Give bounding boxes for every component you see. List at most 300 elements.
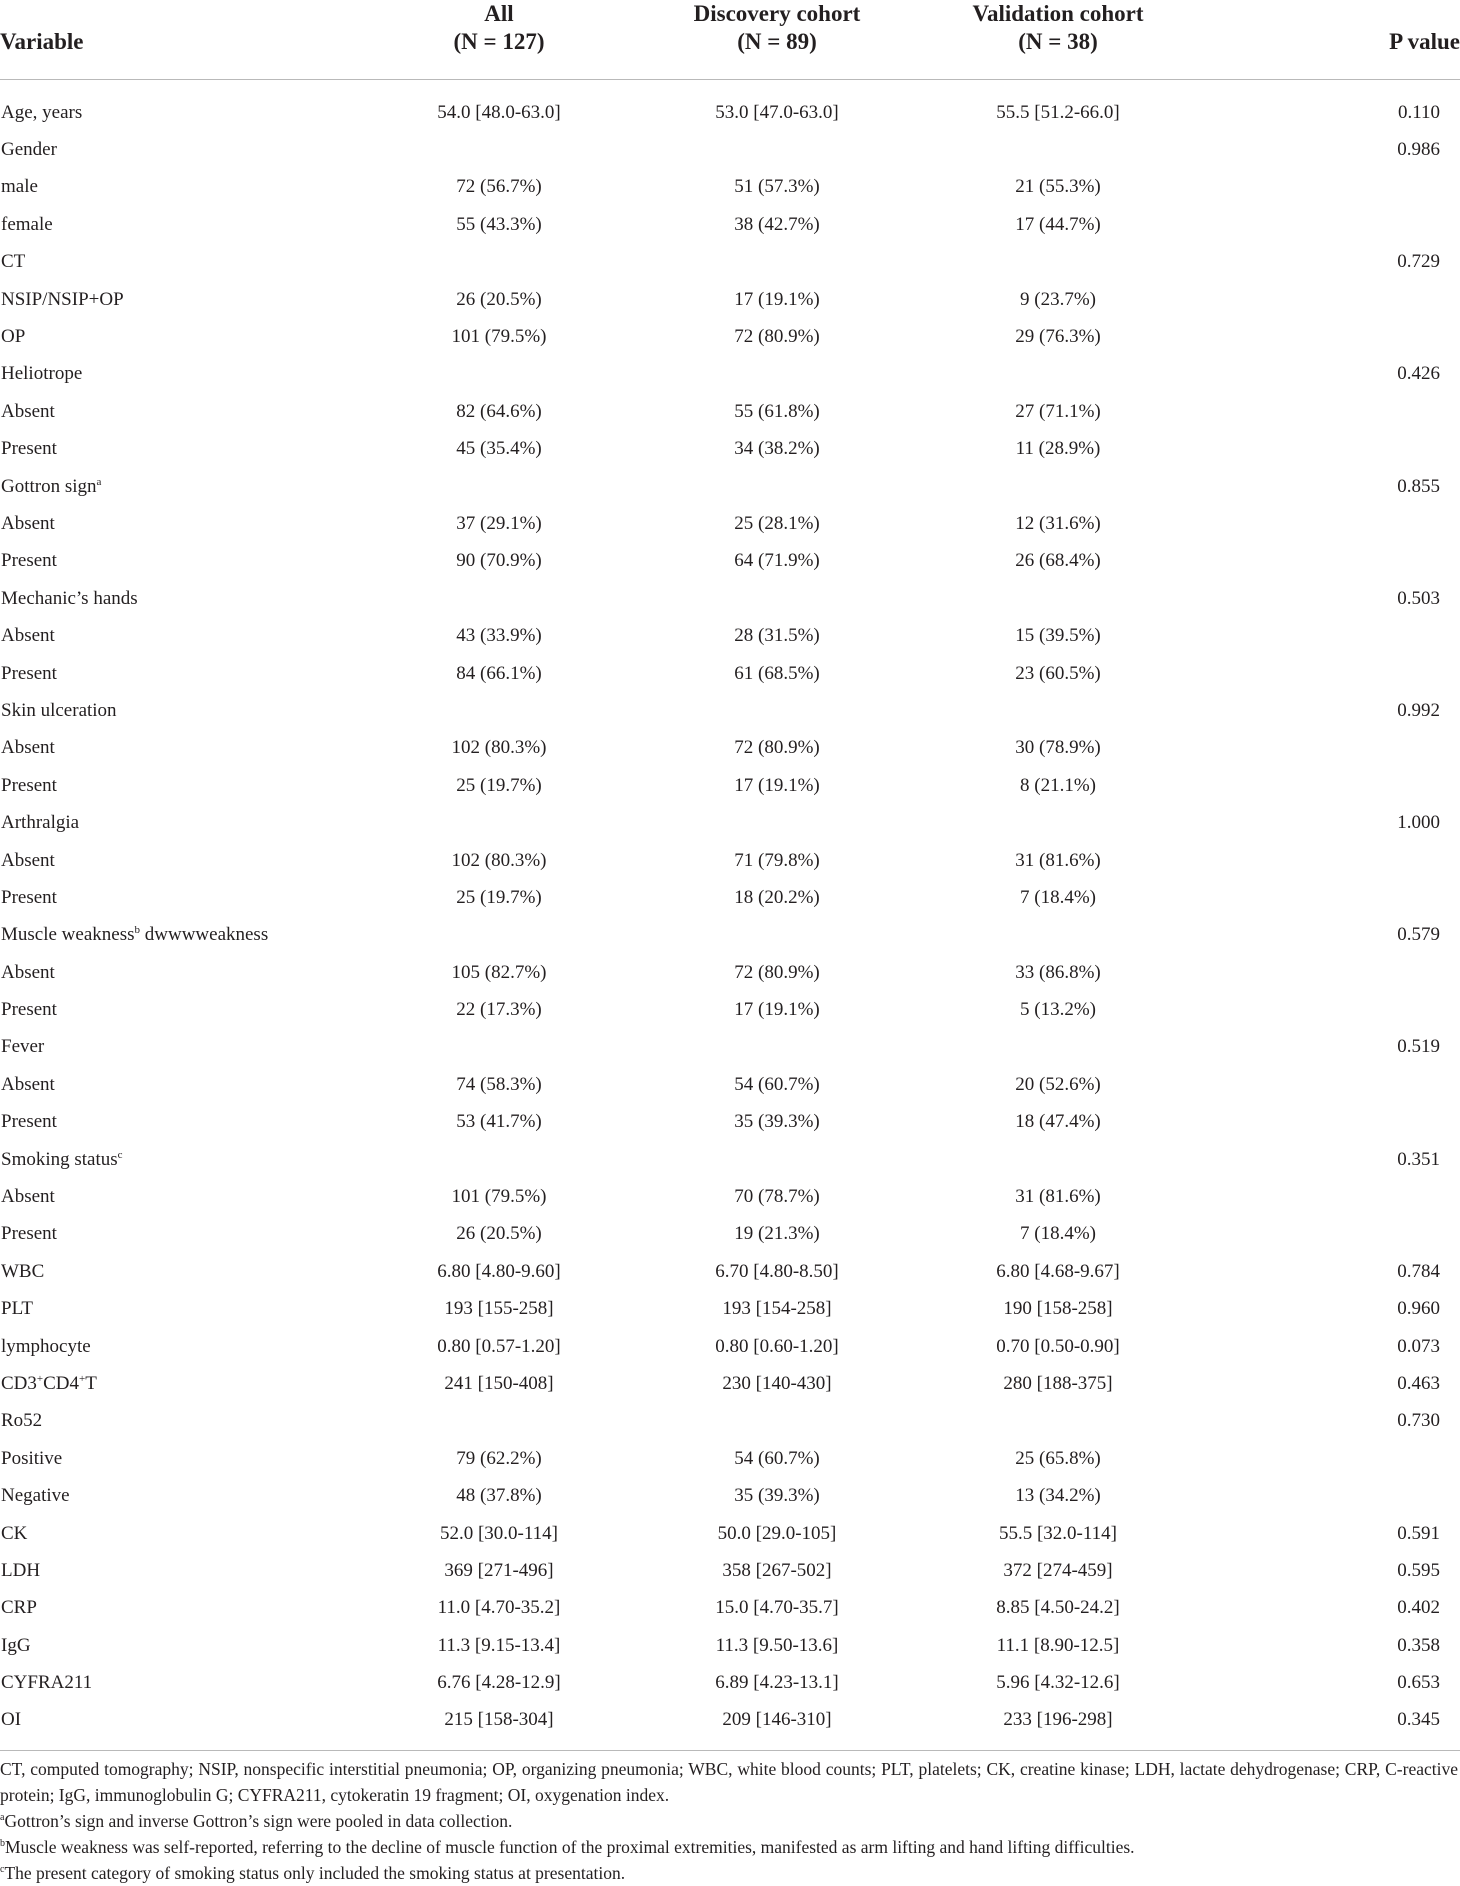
cell-variable (0, 1515, 360, 1552)
cell-validation: 30 (78.9%) (1015, 737, 1101, 759)
cell-variable (0, 617, 360, 654)
variable-label-suffix: dwwwweakness (140, 924, 269, 946)
cell-pvalue (1200, 767, 1460, 804)
cell-all: 6.76 [4.28-12.9] (437, 1672, 561, 1694)
cell-discovery: 35 (39.3%) (734, 1111, 820, 1133)
cell-all: 22 (17.3%) (456, 999, 542, 1021)
cell-all (360, 131, 638, 168)
variable-label: female (1, 213, 53, 235)
variable-label-part: CD4 (43, 1372, 80, 1394)
cell-pvalue: 0.992 (1397, 699, 1440, 721)
table-row (0, 1328, 1460, 1365)
table-row (0, 281, 1460, 318)
cell-variable (0, 991, 360, 1028)
cell-validation: 31 (81.6%) (1015, 1186, 1101, 1208)
cell-discovery: 358 [267-502] (722, 1559, 832, 1581)
cell-variable (0, 1702, 360, 1739)
variable-label: Age, years (1, 101, 83, 123)
table-row (0, 1440, 1460, 1477)
cell-validation: 8.85 [4.50-24.2] (996, 1597, 1120, 1619)
cell-discovery (638, 1403, 916, 1440)
variable-label: OP (1, 326, 26, 348)
header-discovery-title: Discovery cohort (693, 1, 861, 26)
cell-pvalue: 0.426 (1397, 363, 1440, 385)
table-row (0, 1141, 1460, 1178)
table-row (0, 1216, 1460, 1253)
cell-variable (0, 1178, 360, 1215)
cell-discovery (638, 356, 916, 393)
cell-all: 55 (43.3%) (456, 213, 542, 235)
variable-label: Absent (1, 961, 55, 983)
cell-validation: 18 (47.4%) (1015, 1111, 1101, 1133)
variable-label: Absent (1, 1073, 55, 1095)
cell-variable (0, 281, 360, 318)
variable-label: Skin ulceration (1, 699, 117, 721)
cell-all: 25 (19.7%) (456, 886, 542, 908)
variable-label: Fever (1, 1036, 45, 1058)
cell-discovery: 6.70 [4.80-8.50] (715, 1260, 839, 1282)
cell-all: 6.80 [4.80-9.60] (437, 1260, 561, 1282)
cell-discovery (638, 804, 916, 841)
table-row (0, 1291, 1460, 1328)
cell-discovery: 72 (80.9%) (734, 961, 820, 983)
header-all-count: (N = 127) (453, 29, 545, 54)
variable-label: Present (1, 438, 57, 460)
cell-variable (0, 767, 360, 804)
cell-all: 241 [150-408] (444, 1372, 554, 1394)
cell-variable (0, 1328, 360, 1365)
cell-variable (0, 692, 360, 729)
cell-discovery: 17 (19.1%) (734, 288, 820, 310)
cell-discovery: 11.3 [9.50-13.6] (715, 1634, 839, 1656)
cell-validation (916, 804, 1200, 841)
table-row (0, 1066, 1460, 1103)
variable-label: Present (1, 662, 57, 684)
cell-pvalue (1200, 991, 1460, 1028)
table-row (0, 1702, 1460, 1739)
cell-all: 369 [271-496] (444, 1559, 554, 1581)
cell-discovery: 0.80 [0.60-1.20] (715, 1335, 839, 1357)
cell-pvalue (1200, 393, 1460, 430)
cell-validation (916, 917, 1200, 954)
table-row (0, 1403, 1460, 1440)
cell-all: 11.3 [9.15-13.4] (437, 1634, 561, 1656)
table-row (0, 1515, 1460, 1552)
footnote-b-text: Muscle weakness was self-reported, referring to the decline of muscle function of the proximal extremities, manifested as arm lifting and hand lifting difficulties. (5, 1837, 1135, 1857)
cell-validation: 20 (52.6%) (1015, 1073, 1101, 1095)
cell-all (360, 692, 638, 729)
cell-variable (0, 543, 360, 580)
cell-pvalue (1200, 1066, 1460, 1103)
cell-pvalue (1200, 1477, 1460, 1514)
table-row (0, 655, 1460, 692)
variable-label: IgG (1, 1634, 31, 1656)
cell-variable (0, 393, 360, 430)
header-variable-label: Variable (0, 29, 84, 54)
cell-variable (0, 842, 360, 879)
variable-label: Absent (1, 849, 55, 871)
cell-discovery: 55 (61.8%) (734, 400, 820, 422)
cell-discovery: 72 (80.9%) (734, 326, 820, 348)
cell-variable (0, 94, 360, 131)
cell-variable (0, 505, 360, 542)
cell-pvalue: 0.402 (1397, 1597, 1440, 1619)
footnote-b (0, 1834, 1458, 1860)
cell-discovery: 15.0 [4.70-35.7] (715, 1597, 839, 1619)
cell-validation (916, 1141, 1200, 1178)
cell-all: 54.0 [48.0-63.0] (437, 101, 561, 123)
cell-variable (0, 1253, 360, 1290)
cell-all (360, 1141, 638, 1178)
variable-label: lymphocyte (1, 1335, 91, 1357)
cell-validation (916, 468, 1200, 505)
cell-all: 79 (62.2%) (456, 1447, 542, 1469)
cell-variable (0, 1141, 360, 1178)
cell-validation: 0.70 [0.50-0.90] (996, 1335, 1120, 1357)
cell-discovery: 53.0 [47.0-63.0] (715, 101, 839, 123)
variable-label: PLT (1, 1298, 34, 1320)
table-row (0, 767, 1460, 804)
variable-label: Present (1, 1111, 57, 1133)
cell-validation: 190 [158-258] (1003, 1298, 1113, 1320)
cell-discovery: 71 (79.8%) (734, 849, 820, 871)
cell-discovery: 17 (19.1%) (734, 999, 820, 1021)
table-row (0, 730, 1460, 767)
cell-all: 82 (64.6%) (456, 400, 542, 422)
cell-all: 25 (19.7%) (456, 774, 542, 796)
variable-label: Arthralgia (1, 812, 80, 834)
cell-discovery: 35 (39.3%) (734, 1485, 820, 1507)
cell-discovery: 72 (80.9%) (734, 737, 820, 759)
header-pvalue-label: P value (1389, 29, 1460, 54)
table-row (0, 580, 1460, 617)
cell-all: 102 (80.3%) (451, 849, 547, 871)
header-all-title: All (484, 1, 514, 26)
cell-pvalue: 0.073 (1397, 1335, 1440, 1357)
cell-discovery (638, 244, 916, 281)
cell-validation: 15 (39.5%) (1015, 625, 1101, 647)
cell-discovery: 193 [154-258] (722, 1298, 832, 1320)
variable-label: Present (1, 550, 57, 572)
table-row (0, 804, 1460, 841)
cell-pvalue (1200, 505, 1460, 542)
cell-validation: 372 [274-459] (1003, 1559, 1113, 1581)
cell-all: 74 (58.3%) (456, 1073, 542, 1095)
cell-variable (0, 1365, 360, 1402)
table-row (0, 431, 1460, 468)
cell-validation: 6.80 [4.68-9.67] (996, 1260, 1120, 1282)
table-row (0, 1253, 1460, 1290)
cell-pvalue (1200, 617, 1460, 654)
table-row (0, 879, 1460, 916)
cell-pvalue (1200, 206, 1460, 243)
cell-discovery: 209 [146-310] (722, 1709, 832, 1731)
cell-discovery: 25 (28.1%) (734, 512, 820, 534)
cell-validation: 17 (44.7%) (1015, 213, 1101, 235)
header-discovery-count: (N = 89) (737, 29, 817, 54)
variable-label: Mechanic’s hands (1, 587, 138, 609)
cell-pvalue (1200, 879, 1460, 916)
cell-validation (916, 692, 1200, 729)
cell-validation: 21 (55.3%) (1015, 176, 1101, 198)
table-header (0, 0, 1460, 94)
cell-variable (0, 1029, 360, 1066)
cell-pvalue (1200, 954, 1460, 991)
variable-label: Absent (1, 512, 55, 534)
cell-discovery: 64 (71.9%) (734, 550, 820, 572)
table-row (0, 505, 1460, 542)
cell-variable (0, 1627, 360, 1664)
cell-pvalue (1200, 1440, 1460, 1477)
table-row (0, 1104, 1460, 1141)
table-row (0, 991, 1460, 1028)
variable-label: CK (1, 1522, 28, 1544)
cell-pvalue: 0.730 (1397, 1410, 1440, 1432)
variable-label: NSIP/NSIP+OP (1, 288, 124, 310)
table-row (0, 1590, 1460, 1627)
cell-discovery: 19 (21.3%) (734, 1223, 820, 1245)
variable-label: Present (1, 1223, 57, 1245)
cell-all (360, 468, 638, 505)
cell-validation (916, 580, 1200, 617)
cell-validation: 25 (65.8%) (1015, 1447, 1101, 1469)
cell-variable (0, 1440, 360, 1477)
cell-variable (0, 1216, 360, 1253)
cell-variable (0, 954, 360, 991)
header-discovery (638, 0, 916, 80)
cell-pvalue: 0.579 (1397, 924, 1440, 946)
cell-variable (0, 356, 360, 393)
variable-superscript: b (134, 924, 140, 937)
table-row (0, 917, 1460, 954)
variable-superscript: c (117, 1148, 123, 1161)
header-validation-count: (N = 38) (1018, 29, 1098, 54)
cell-discovery (638, 468, 916, 505)
cell-discovery: 17 (19.1%) (734, 774, 820, 796)
cell-all: 101 (79.5%) (451, 1186, 547, 1208)
header-row (0, 0, 1460, 80)
footnote-a-mark: a (0, 1812, 5, 1823)
variable-label-part: T (85, 1372, 97, 1394)
cell-all: 48 (37.8%) (456, 1485, 542, 1507)
cell-discovery (638, 692, 916, 729)
cell-all: 102 (80.3%) (451, 737, 547, 759)
header-all (360, 0, 638, 80)
variable-label: WBC (1, 1260, 45, 1282)
table-row (0, 1552, 1460, 1589)
cell-validation: 27 (71.1%) (1015, 400, 1101, 422)
cell-all (360, 1403, 638, 1440)
cell-pvalue: 0.110 (1397, 101, 1440, 123)
table-row (0, 1477, 1460, 1514)
cell-pvalue (1200, 1104, 1460, 1141)
cell-validation: 33 (86.8%) (1015, 961, 1101, 983)
table-footnotes (0, 1756, 1458, 1886)
footnote-c-text: The present category of smoking status only included the smoking status at presentation. (4, 1863, 626, 1883)
variable-label: OI (1, 1709, 22, 1731)
cell-pvalue: 0.784 (1397, 1260, 1440, 1282)
cell-variable (0, 917, 360, 954)
cell-discovery: 38 (42.7%) (734, 213, 820, 235)
cell-discovery: 34 (38.2%) (734, 438, 820, 460)
cell-all (360, 580, 638, 617)
cell-validation: 5.96 [4.32-12.6] (996, 1672, 1120, 1694)
table-body (0, 94, 1460, 1751)
table-row (0, 1029, 1460, 1066)
variable-label: Absent (1, 400, 55, 422)
cell-pvalue (1200, 169, 1460, 206)
cell-pvalue (1200, 431, 1460, 468)
variable-label: male (1, 176, 38, 198)
cell-discovery: 70 (78.7%) (734, 1186, 820, 1208)
footnote-a-text: Gottron’s sign and inverse Gottron’s sign were pooled in data collection. (4, 1811, 513, 1831)
cell-all: 37 (29.1%) (456, 512, 542, 534)
cell-variable (0, 730, 360, 767)
cell-validation: 29 (76.3%) (1015, 326, 1101, 348)
cell-pvalue: 0.986 (1397, 139, 1440, 161)
cell-validation: 55.5 [32.0-114] (998, 1522, 1118, 1544)
cell-validation: 7 (18.4%) (1020, 1223, 1096, 1245)
cell-all: 45 (35.4%) (456, 438, 542, 460)
cell-variable (0, 468, 360, 505)
variable-superscript: + (79, 1372, 86, 1385)
variable-superscript: + (36, 1372, 44, 1385)
cell-pvalue (1200, 318, 1460, 355)
table-row (0, 1178, 1460, 1215)
cell-all: 43 (33.9%) (456, 625, 542, 647)
cell-validation: 55.5 [51.2-66.0] (996, 101, 1120, 123)
table-row (0, 94, 1460, 131)
table-row (0, 954, 1460, 991)
cell-all (360, 356, 638, 393)
cell-variable (0, 131, 360, 168)
cell-all: 84 (66.1%) (456, 662, 542, 684)
table-row (0, 131, 1460, 168)
variable-superscript: a (96, 475, 102, 488)
table-bottom-rule (0, 1739, 1460, 1751)
cell-variable (0, 431, 360, 468)
cell-pvalue: 0.351 (1397, 1148, 1440, 1170)
cell-validation: 8 (21.1%) (1020, 774, 1096, 796)
cell-variable (0, 1291, 360, 1328)
table-row (0, 206, 1460, 243)
cell-pvalue (1200, 543, 1460, 580)
variable-label: Gender (1, 139, 57, 161)
variable-label: Gottron sign (1, 475, 97, 497)
table-row (0, 1365, 1460, 1402)
cell-variable (0, 580, 360, 617)
cell-variable (0, 1590, 360, 1627)
cell-all: 0.80 [0.57-1.20] (437, 1335, 561, 1357)
cell-all: 72 (56.7%) (456, 176, 542, 198)
cell-validation: 13 (34.2%) (1015, 1485, 1101, 1507)
cell-all (360, 804, 638, 841)
cell-discovery: 51 (57.3%) (734, 176, 820, 198)
cell-all (360, 1029, 638, 1066)
cell-pvalue: 1.000 (1397, 812, 1440, 834)
table-row (0, 692, 1460, 729)
variable-label: CRP (1, 1597, 37, 1619)
footnote-abbreviations: CT, computed tomography; NSIP, nonspecific interstitial pneumonia; OP, organizing pneumonia; WBC, white blood counts; PLT, platelets; CK, creatine kinase; LDH, lactate dehydrogenase; CRP, C-reactive protein; IgG, immunoglobulin G; CYFRA211, cytokeratin 19 fragment; OI, oxygenation index. (0, 1759, 1458, 1805)
table-row (0, 393, 1460, 430)
cell-validation: 280 [188-375] (1003, 1372, 1113, 1394)
cell-variable (0, 169, 360, 206)
cell-all: 26 (20.5%) (456, 1223, 542, 1245)
cell-pvalue (1200, 1178, 1460, 1215)
footnote-b-mark: b (0, 1838, 5, 1849)
cell-variable (0, 1066, 360, 1103)
cell-discovery (638, 1141, 916, 1178)
cell-discovery (638, 1029, 916, 1066)
variable-label: Absent (1, 1186, 55, 1208)
cell-discovery (638, 917, 916, 954)
cell-variable (0, 1664, 360, 1701)
variable-label: Muscle weakness (1, 924, 135, 946)
cell-pvalue (1200, 730, 1460, 767)
header-validation (916, 0, 1200, 80)
cell-variable (0, 1403, 360, 1440)
variable-label: Negative (1, 1485, 70, 1507)
variable-label: Ro52 (1, 1410, 43, 1432)
cell-validation (916, 244, 1200, 281)
cell-validation: 23 (60.5%) (1015, 662, 1101, 684)
cell-pvalue: 0.503 (1397, 587, 1440, 609)
variable-label: Present (1, 999, 57, 1021)
cell-pvalue (1200, 1216, 1460, 1253)
table-row (0, 617, 1460, 654)
cell-pvalue: 0.519 (1397, 1036, 1440, 1058)
cell-variable (0, 1552, 360, 1589)
cell-pvalue: 0.358 (1397, 1634, 1440, 1656)
cell-variable (0, 804, 360, 841)
cell-variable (0, 655, 360, 692)
cell-discovery: 50.0 [29.0-105] (717, 1522, 837, 1544)
cell-validation: 233 [196-298] (1003, 1709, 1113, 1731)
cell-validation (916, 131, 1200, 168)
table-row (0, 169, 1460, 206)
variable-label: Absent (1, 625, 55, 647)
variable-label: CYFRA211 (1, 1672, 93, 1694)
cell-all (360, 917, 638, 954)
cell-pvalue: 0.463 (1397, 1372, 1440, 1394)
cell-all: 52.0 [30.0-114] (439, 1522, 559, 1544)
variable-label: Present (1, 886, 57, 908)
cell-discovery: 61 (68.5%) (734, 662, 820, 684)
cell-validation: 31 (81.6%) (1015, 849, 1101, 871)
table-row (0, 244, 1460, 281)
header-pvalue (1200, 0, 1460, 80)
cell-validation: 9 (23.7%) (1020, 288, 1096, 310)
cell-all: 101 (79.5%) (451, 326, 547, 348)
cell-validation: 12 (31.6%) (1015, 512, 1101, 534)
cell-variable (0, 879, 360, 916)
table-row (0, 1664, 1460, 1701)
variable-label: Heliotrope (1, 363, 83, 385)
cell-discovery (638, 580, 916, 617)
cell-discovery: 54 (60.7%) (734, 1073, 820, 1095)
variable-label: Present (1, 774, 57, 796)
cell-validation: 26 (68.4%) (1015, 550, 1101, 572)
cell-pvalue: 0.591 (1397, 1522, 1440, 1544)
cell-discovery: 6.89 [4.23-13.1] (715, 1672, 839, 1694)
cell-all: 53 (41.7%) (456, 1111, 542, 1133)
cell-variable (0, 318, 360, 355)
cell-all: 215 [158-304] (444, 1709, 554, 1731)
variable-label: Positive (1, 1447, 63, 1469)
cell-pvalue: 0.595 (1397, 1559, 1440, 1581)
header-validation-title: Validation cohort (972, 1, 1144, 26)
cell-validation: 11 (28.9%) (1015, 438, 1101, 460)
